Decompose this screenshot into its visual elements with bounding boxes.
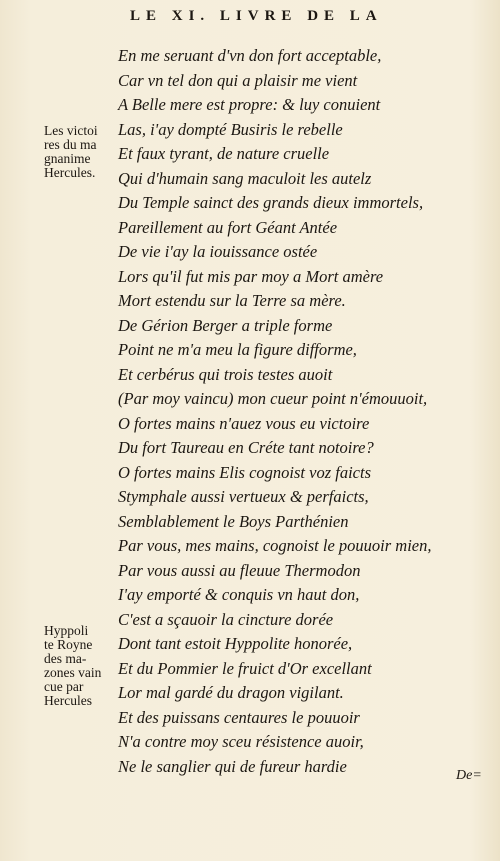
verse-line: Qui d'humain sang maculoit les autelz xyxy=(118,168,372,188)
margin-note-line: te Royne xyxy=(44,637,93,652)
margin-note-line: res du ma xyxy=(44,137,97,152)
verse-line: C'est a sçauoir la cincture dorée xyxy=(118,609,334,629)
margin-note-line: Hercules. xyxy=(44,165,96,180)
verse-line: A Belle mere est propre: & luy conuient xyxy=(118,95,381,114)
verse-line: Et faux tyrant, de nature cruelle xyxy=(118,144,330,163)
verse-line: O fortes mains n'auez vous eu victoire xyxy=(118,413,370,433)
verse-line: N'a contre moy sceu résistence auoir, xyxy=(118,732,364,751)
margin-note-hercules-victories xyxy=(44,124,118,180)
verse-line: Du fort Taureau en Créte tant notoire? xyxy=(118,438,374,457)
verse-line: Semblablement le Boys Parthénien xyxy=(118,511,349,531)
verse-line: De Gérion Berger a triple forme xyxy=(118,315,333,335)
verse-line: Point ne m'a meu la figure difforme, xyxy=(118,340,357,359)
verse-line: (Par moy vaincu) mon cueur point n'émouuoit, xyxy=(118,389,428,408)
verse-line: En me seruant d'vn don fort acceptable, xyxy=(118,46,382,65)
verse-line: I'ay emporté & conquis vn haut don, xyxy=(118,585,360,604)
running-head: LE XI. LIVRE DE LA xyxy=(130,8,383,24)
margin-note-line: zones vain xyxy=(44,665,102,680)
verse-line: Car vn tel don qui a plaisir me vient xyxy=(118,70,358,90)
margin-note-line: des ma- xyxy=(44,651,87,666)
margin-note-hyppolite xyxy=(44,624,118,708)
verse-line: Lors qu'il fut mis par moy a Mort amère xyxy=(118,266,384,286)
verse-line: De vie i'ay la iouissance ostée xyxy=(118,242,318,261)
verse-line: Stymphale aussi vertueux & perfaicts, xyxy=(118,487,369,506)
verse-line: Las, i'ay dompté Busiris le rebelle xyxy=(118,119,343,139)
verse-line: Par vous, mes mains, cognoist le pouuoir mien, xyxy=(118,536,432,555)
verse-line: Dont tant estoit Hyppolite honorée, xyxy=(118,634,353,653)
margin-note-line: Les victoi xyxy=(44,123,98,138)
margin-note-line: Hercules xyxy=(44,693,92,708)
margin-note-line: gnanime xyxy=(44,151,91,166)
verse-line: Et des puissans centaures le pouuoir xyxy=(118,707,360,727)
verse-line: Et cerbérus qui trois testes auoit xyxy=(118,364,333,384)
margin-note-line: Hyppoli xyxy=(44,623,89,638)
verse-line: Et du Pommier le fruict d'Or excellant xyxy=(118,658,372,678)
verse-line: Par vous aussi au fleuue Thermodon xyxy=(118,560,361,580)
margin-note-line: cue par xyxy=(44,679,84,694)
verse-line: Ne le sanglier qui de fureur hardie xyxy=(118,756,347,776)
verse-line: Du Temple sainct des grands dieux immortels, xyxy=(118,193,424,212)
verse-line: O fortes mains Elis cognoist voz faicts xyxy=(118,462,371,482)
verse-line: Mort estendu sur la Terre sa mère. xyxy=(118,291,346,310)
catchword: De= xyxy=(456,768,482,783)
verse-block xyxy=(118,44,500,779)
verse-line: Lor mal gardé du dragon vigilant. xyxy=(118,683,344,702)
verse-line: Pareillement au fort Géant Antée xyxy=(118,217,338,237)
